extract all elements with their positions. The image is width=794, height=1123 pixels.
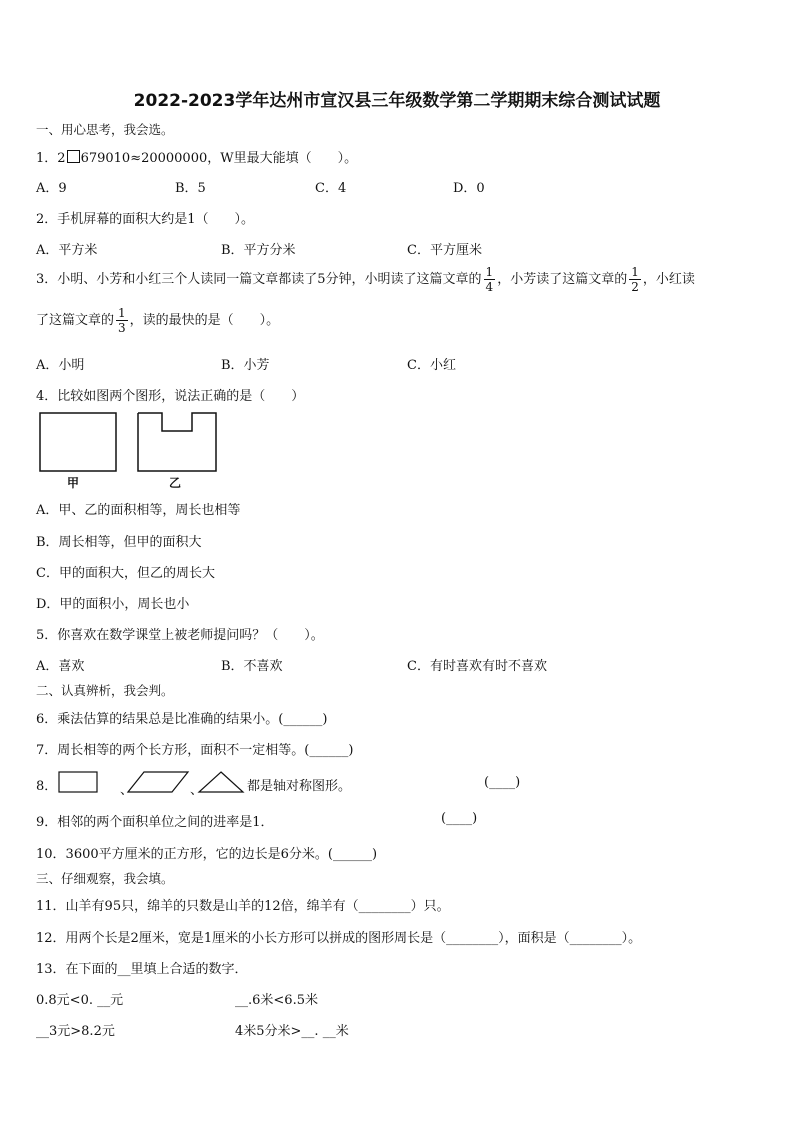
- question-8-blank: (____): [484, 775, 521, 790]
- q13-row1-left: 0.8元<0. __元: [36, 993, 124, 1008]
- q8-separator-1: 、: [120, 783, 134, 798]
- question-7: 7．周长相等的两个长方形，面积不一定相等。(______): [36, 743, 354, 758]
- shape-yi-notched-rectangle: [138, 413, 216, 471]
- q13-row2-left: __3元>8.2元: [36, 1024, 115, 1039]
- q8-shapes: [58, 770, 248, 796]
- label-jia: 甲: [67, 476, 80, 490]
- q5-option-b: B．不喜欢: [221, 659, 283, 674]
- q2-option-c: C．平方厘米: [407, 243, 482, 258]
- question-3-line-2: [36, 306, 279, 335]
- fraction-one-half: $\frac{1}{2}$: [631, 265, 639, 294]
- q13-row1-right: __.6米<6.5米: [235, 993, 318, 1008]
- question-2: 2．手机屏幕的面积大约是1（ ）。: [36, 212, 255, 227]
- q1-option-c: C．4: [315, 181, 347, 196]
- q3-text-3: ，小红读: [642, 272, 695, 287]
- q5-option-c: C．有时喜欢有时不喜欢: [407, 659, 547, 674]
- question-5: 5．你喜欢在数学课堂上被老师提问吗？（ ）。: [36, 628, 324, 643]
- q5-option-a: A．喜欢: [36, 659, 85, 674]
- page-title: 2022-2023学年达州市宣汉县三年级数学第二学期期末综合测试试题: [133, 91, 661, 111]
- question-8-text: 都是轴对称图形。: [247, 779, 352, 794]
- q3-text-5: ，读的最快的是（ ）。: [129, 313, 280, 328]
- triangle-shape: [199, 772, 243, 792]
- q1-option-b: B．5: [175, 181, 206, 196]
- section-heading-3: 三、仔细观察，我会填。: [36, 871, 174, 886]
- q3-text-1: 3．小明、小芳和小红三个人读同一篇文章都读了5分钟，小明读了这篇文章的: [36, 272, 482, 287]
- q3-option-c: C．小红: [407, 358, 456, 373]
- question-11: 11．山羊有95只，绵羊的只数是山羊的12倍，绵羊有（________）只。: [36, 899, 450, 914]
- question-1: [36, 147, 357, 166]
- q4-option-b: B．周长相等，但甲的面积大: [36, 535, 202, 550]
- shape-jia-rectangle: [40, 413, 116, 471]
- question-13: 13．在下面的__里填上合适的数字．: [36, 962, 248, 977]
- question-4: 4．比较如图两个图形，说法正确的是（ ）: [36, 389, 305, 404]
- question-6: 6．乘法估算的结果总是比准确的结果小。(______): [36, 712, 328, 727]
- label-yi: 乙: [169, 476, 182, 490]
- q1-option-d: D．0: [453, 181, 485, 196]
- section-heading-1: 一、用心思考，我会选。: [36, 122, 174, 137]
- question-10: 10．3600平方厘米的正方形，它的边长是6分米。(______): [36, 847, 378, 862]
- question-12: 12．用两个长是2厘米，宽是1厘米的小长方形可以拼成的图形周长是（________），面积是（________）。: [36, 931, 642, 946]
- fraction-one-quarter: $\frac{1}{4}$: [485, 265, 494, 294]
- parallelogram-shape: [128, 772, 188, 792]
- q13-row2-right: 4米5分米>__. __米: [235, 1024, 349, 1039]
- q4-option-a: A．甲、乙的面积相等，周长也相等: [36, 503, 241, 518]
- blank-square-icon: [67, 150, 80, 163]
- question-3-line-1: [36, 265, 695, 294]
- question-8-number: 8．: [36, 779, 58, 794]
- q2-option-b: B．平方分米: [221, 243, 296, 258]
- q2-option-a: A．平方米: [36, 243, 98, 258]
- fraction-one-third: $\frac{1}{3}$: [118, 306, 126, 335]
- q3-text-4: 了这篇文章的: [36, 313, 115, 328]
- q1-number: 1．: [36, 151, 58, 166]
- rectangle-shape: [59, 772, 97, 792]
- q4-option-d: D．甲的面积小，周长也小: [36, 597, 190, 612]
- q3-text-2: ，小芳读了这篇文章的: [497, 272, 628, 287]
- section-heading-2: 二、认真辨析，我会判。: [36, 683, 174, 698]
- q1-text: 679010≈20000000，W里最大能填（ ）。: [80, 151, 358, 166]
- question-9-blank: (____): [441, 811, 478, 826]
- q4-option-c: C．甲的面积大，但乙的周长大: [36, 566, 215, 581]
- q1-prefix: 2: [57, 151, 66, 166]
- q3-option-b: B．小芳: [221, 358, 270, 373]
- q3-option-a: A．小明: [36, 358, 85, 373]
- q8-separator-2: 、: [190, 783, 204, 798]
- question-9: 9．相邻的两个面积单位之间的进率是1．: [36, 815, 274, 830]
- q1-option-a: A．9: [36, 181, 67, 196]
